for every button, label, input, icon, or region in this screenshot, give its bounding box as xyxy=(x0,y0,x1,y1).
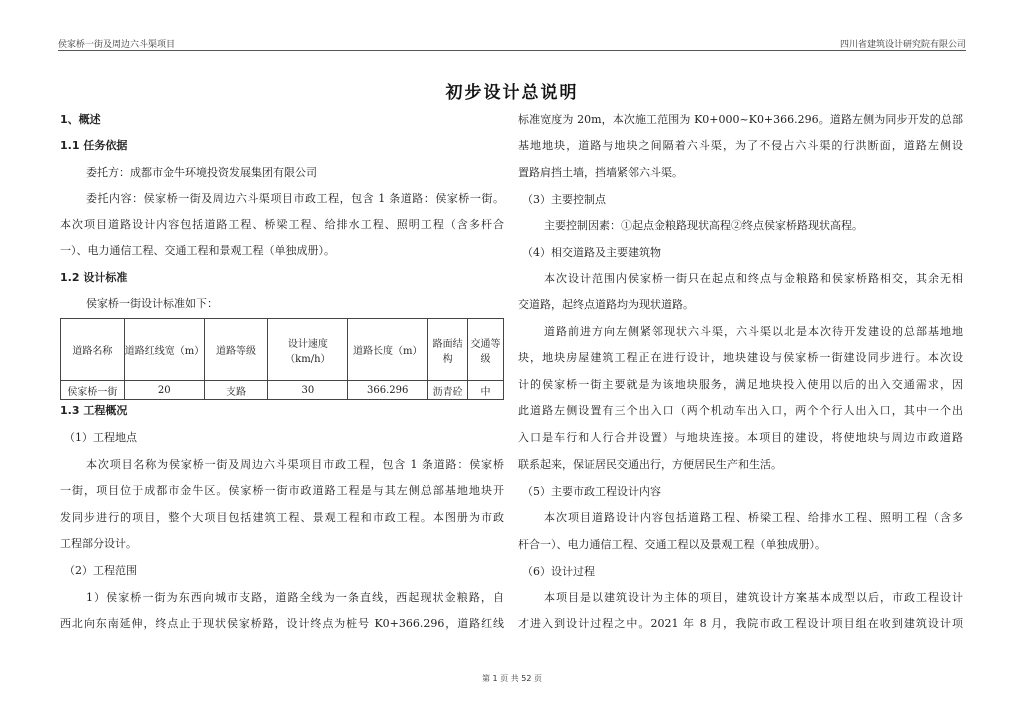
section-design-standard-heading: 1.2 设计标准 xyxy=(60,271,128,284)
design-content-line-1: 本次项目道路设计内容包括道路工程、桥梁工程、给排水工程、照明工程（含多 xyxy=(544,511,963,524)
table-header-cell: 设计速度（km/h） xyxy=(268,319,348,381)
table-cell: 支路 xyxy=(204,381,268,400)
section-task-basis-heading: 1.1 任务依据 xyxy=(60,139,128,152)
range-cont-line-3: 置路肩挡土墙，挡墙紧邻六斗渠。 xyxy=(518,166,683,179)
page-number: 第 1 页 共 52 页 xyxy=(482,674,542,683)
table-header-cell: 道路等级 xyxy=(204,319,268,381)
header-company-name: 四川省建筑设计研究院有限公司 xyxy=(839,40,966,50)
design-standard-table xyxy=(60,318,504,400)
location-line-4: 工程部分设计。 xyxy=(60,537,137,550)
table-cell: 366.296 xyxy=(348,381,428,400)
section-overview-heading: 1、概述 xyxy=(60,113,101,126)
subsection-design-content-heading: （5）主要市政工程设计内容 xyxy=(522,485,661,498)
page-header xyxy=(58,37,966,51)
buildings-line-3: 计的侯家桥一街主要就是为该地块服务，满足地块投入使用以后的出入交通需求，因 xyxy=(518,378,963,391)
range-line-1: 1）侯家桥一街为东西向城市支路，道路全线为一条直线，西起现状金粮路，自 xyxy=(86,591,504,604)
subsection-range-heading: （2）工程范围 xyxy=(64,564,137,577)
location-line-1: 本次项目名称为侯家桥一街及周边六斗渠项目市政工程，包含 1 条道路：侯家桥 xyxy=(86,458,504,471)
table-header-row xyxy=(61,319,504,381)
buildings-line-1: 道路前进方向左侧紧邻现状六斗渠，六斗渠以北是本次待开发建设的总部基地地 xyxy=(544,325,963,338)
client-paragraph: 委托方：成都市金牛环境投资发展集团有限公司 xyxy=(86,166,317,179)
control-points-text: 主要控制因素：①起点金粮路现状高程②终点侯家桥路现状高程。 xyxy=(544,219,863,232)
location-line-3: 发同步进行的项目，整个大项目包括建筑工程、景观工程和市政工程。本图册为市政 xyxy=(60,511,504,524)
table-header-cell: 道路名称 xyxy=(61,319,125,381)
range-cont-line-2: 基地地块，道路与地块之间隔着六斗渠，为了不侵占六斗渠的行洪断面，道路左侧设 xyxy=(518,139,963,152)
table-header-cell: 交通等级 xyxy=(468,319,504,381)
process-line-2: 才进入到设计过程之中。2021 年 8 月，我院市政工程设计项目组在收到建筑设计项 xyxy=(518,617,963,630)
process-line-1: 本项目是以建筑设计为主体的项目，建筑设计方案基本成型以后，市政工程设计 xyxy=(544,591,963,604)
table-header-cell: 道路长度（m） xyxy=(348,319,428,381)
content-line-3: 一）、电力通信工程、交通工程和景观工程（单独成册）。 xyxy=(60,244,335,257)
crossroads-line-2: 交道路，起终点道路均为现状道路。 xyxy=(518,298,694,311)
design-content-line-2: 杆合一）、电力通信工程、交通工程以及景观工程（单独成册）。 xyxy=(518,538,826,551)
subsection-design-process-heading: （6）设计过程 xyxy=(522,565,595,578)
buildings-line-6: 联系起来，保证居民交通出行，方便居民生产和生活。 xyxy=(518,458,782,471)
content-line-2: 本次项目道路设计内容包括道路工程、桥梁工程、给排水工程、照明工程（含多杆合 xyxy=(60,218,504,231)
crossroads-line-1: 本次设计范围内侯家桥一街只在起点和终点与金粮路和侯家桥路相交，其余无相 xyxy=(544,272,963,285)
range-line-2: 西北向东南延伸，终点止于现状侯家桥路，设计终点为桩号 K0+366.296，道路红线 xyxy=(60,617,504,630)
standard-intro: 侯家桥一街设计标准如下： xyxy=(86,297,218,310)
buildings-line-4: 此道路左侧设置有三个出入口（两个机动车出入口，两个个行人出入口，其中一个出 xyxy=(518,404,963,417)
subsection-control-points-heading: （3）主要控制点 xyxy=(522,193,606,206)
table-cell: 中 xyxy=(468,381,504,400)
table-cell: 侯家桥一街 xyxy=(61,381,125,400)
table-cell: 20 xyxy=(124,381,204,400)
buildings-line-5: 入口是车行和人行合并设置）与地块连接。本项目的建设，将使地块与周边市政道路 xyxy=(518,431,963,444)
section-project-overview-heading: 1.3 工程概况 xyxy=(60,404,128,417)
range-cont-line-1: 标准宽度为 20m，本次施工范围为 K0+000~K0+366.296。道路左侧为同步开发的总部 xyxy=(518,113,963,126)
buildings-line-2: 块，地块房屋建筑工程正在进行设计，地块建设与侯家桥一街建设同步进行。本次设 xyxy=(518,351,963,364)
table-row xyxy=(61,381,504,400)
table-cell: 30 xyxy=(268,381,348,400)
subsection-crossroads-heading: （4）相交道路及主要建筑物 xyxy=(522,246,661,259)
table-header-cell: 道路红线宽（m） xyxy=(124,319,204,381)
header-project-name: 侯家桥一街及周边六斗渠项目 xyxy=(58,40,176,50)
document-title: 初步设计总说明 xyxy=(445,83,579,103)
content-line-1: 委托内容：侯家桥一街及周边六斗渠项目市政工程，包含 1 条道路：侯家桥一街。 xyxy=(86,192,504,205)
table-cell: 沥青砼 xyxy=(428,381,468,400)
location-line-2: 一街，项目位于成都市金牛区。侯家桥一街市政道路工程是与其左侧总部基地地块开 xyxy=(60,484,504,497)
table-header-cell: 路面结构 xyxy=(428,319,468,381)
subsection-location-heading: （1）工程地点 xyxy=(64,431,137,444)
